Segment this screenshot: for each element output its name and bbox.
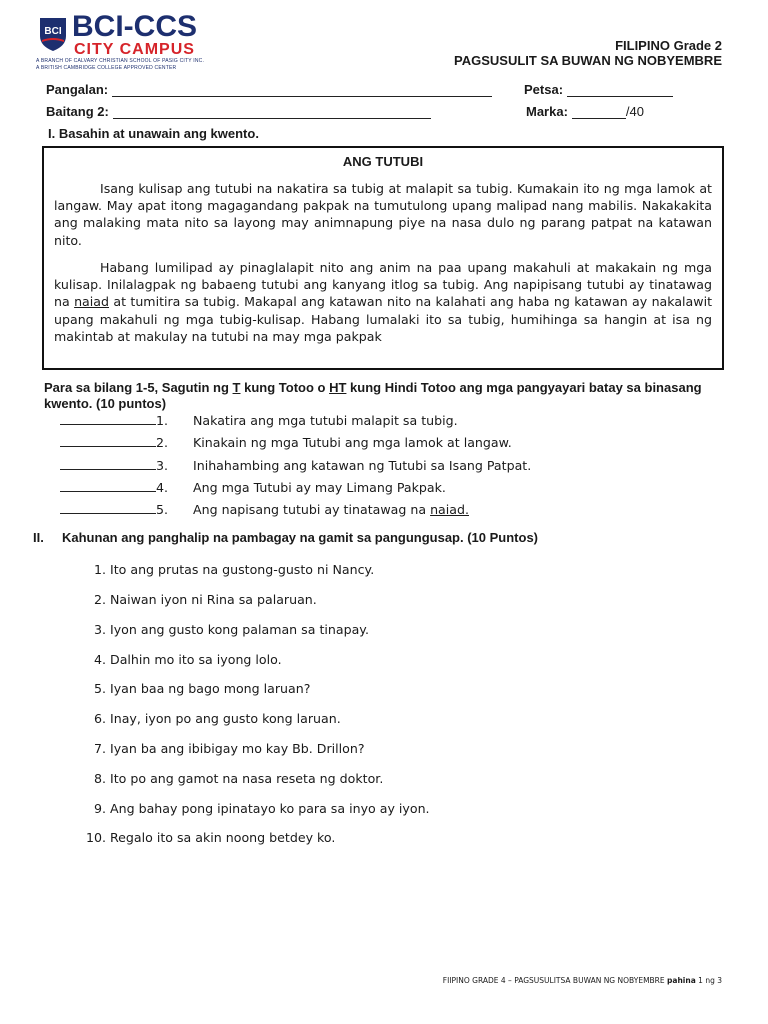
answer-blank[interactable] <box>60 480 156 492</box>
date-line[interactable] <box>567 84 673 97</box>
name-line[interactable] <box>112 84 492 97</box>
logo-tagline-2: A BRITISH CAMBRIDGE COLLEGE APPROVED CENTER <box>36 65 177 71</box>
shield-emblem-icon <box>38 16 68 52</box>
school-logo <box>36 10 238 76</box>
tf-item-3: 3. Inihahambing ang katawan ng Tutubi sa Isang Patpat. <box>60 458 178 473</box>
answer-blank[interactable] <box>60 502 156 514</box>
score-total: /40 <box>625 104 644 119</box>
tf-instructions: Para sa bilang 1-5, Sagutin ng T kung Totoo o HT kung Hindi Totoo ang mga pangyayari batay sa binasang kwento. (10 puntos) <box>44 380 702 411</box>
story-paragraph-1: Isang kulisap ang tutubi na nakatira sa tubig at malapit sa tubig. Kumakain ito ng mga lamok at langaw. May apat itong magagandang pakpak na tumutulong upang malipad nang mabilis. Nakakakita ang malaking mata nito sa layong may animnapung piye na nasa dulo ng parang patpat na katawan nito. <box>54 181 712 248</box>
story-box <box>42 146 724 370</box>
name-label: Pangalan: <box>46 82 109 97</box>
date-field[interactable] <box>524 82 673 97</box>
score-label: Marka: <box>526 104 568 119</box>
date-label: Petsa: <box>524 82 564 97</box>
grade-label: Baitang 2: <box>46 104 109 119</box>
answer-blank[interactable] <box>60 413 156 425</box>
subject-title: FILIPINO Grade 2 <box>615 38 722 53</box>
exam-title: PAGSUSULIT SA BUWAN NG NOBYEMBRE <box>454 53 722 68</box>
score-line[interactable] <box>572 106 626 119</box>
part-2-label: II. <box>33 530 44 545</box>
logo-campus: CITY CAMPUS <box>74 41 195 58</box>
part-1-heading: I. Basahin at unawain ang kwento. <box>48 126 259 141</box>
grade-line[interactable] <box>113 106 431 119</box>
emblem-text: BCI <box>44 26 62 37</box>
page-footer: FIIPINO GRADE 4 – PAGSUSULITSA BUWAN NG NOBYEMBRE pahina 1 ng 3 <box>442 976 722 985</box>
name-field[interactable] <box>46 82 492 97</box>
grade-field[interactable] <box>46 104 431 119</box>
naiad-word: naiad <box>74 294 109 310</box>
tf-item-5: 5. Ang napisang tutubi ay tinatawag na naiad. <box>60 502 178 517</box>
logo-title: BCI-CCS <box>72 10 197 43</box>
tf-item-2: 2. Kinakain ng mga Tutubi ang mga lamok at langaw. <box>60 435 178 450</box>
story-paragraph-2: Habang lumilipad ay pinaglalapit nito ang anim na paa upang makahuli at makakain ng mga kulisap. Inilalagpak ng babaeng tutubi ang kanyang itlog sa tubig. Ang napipisang tutubi ay tinatawag na naiad at tumitira sa tubig. Makapal ang katawan nito na kalahati ang haba ng katawan ay nakalawit upang makahuli ng mga tubig-kulisap. Habang lumalaki ito sa tubig, humihinga sa hangin at isa ng makintab at makulay na tutubi na may mga pakpak <box>54 260 713 344</box>
logo-tagline-1: A BRANCH OF CALVARY CHRISTIAN SCHOOL OF PASIG CITY INC. <box>36 58 205 64</box>
story-title: ANG TUTUBI <box>342 154 424 169</box>
answer-blank[interactable] <box>60 458 156 470</box>
answer-blank[interactable] <box>60 435 156 447</box>
tf-item-4: 4. Ang mga Tutubi ay may Limang Pakpak. <box>60 480 178 495</box>
tf-item-1: 1. Nakatira ang mga tutubi malapit sa tubig. <box>60 413 178 428</box>
score-field[interactable] <box>526 104 644 119</box>
part-2-heading: Kahunan ang panghalip na pambagay na gamit sa pangungusap. (10 Puntos) <box>62 530 539 545</box>
